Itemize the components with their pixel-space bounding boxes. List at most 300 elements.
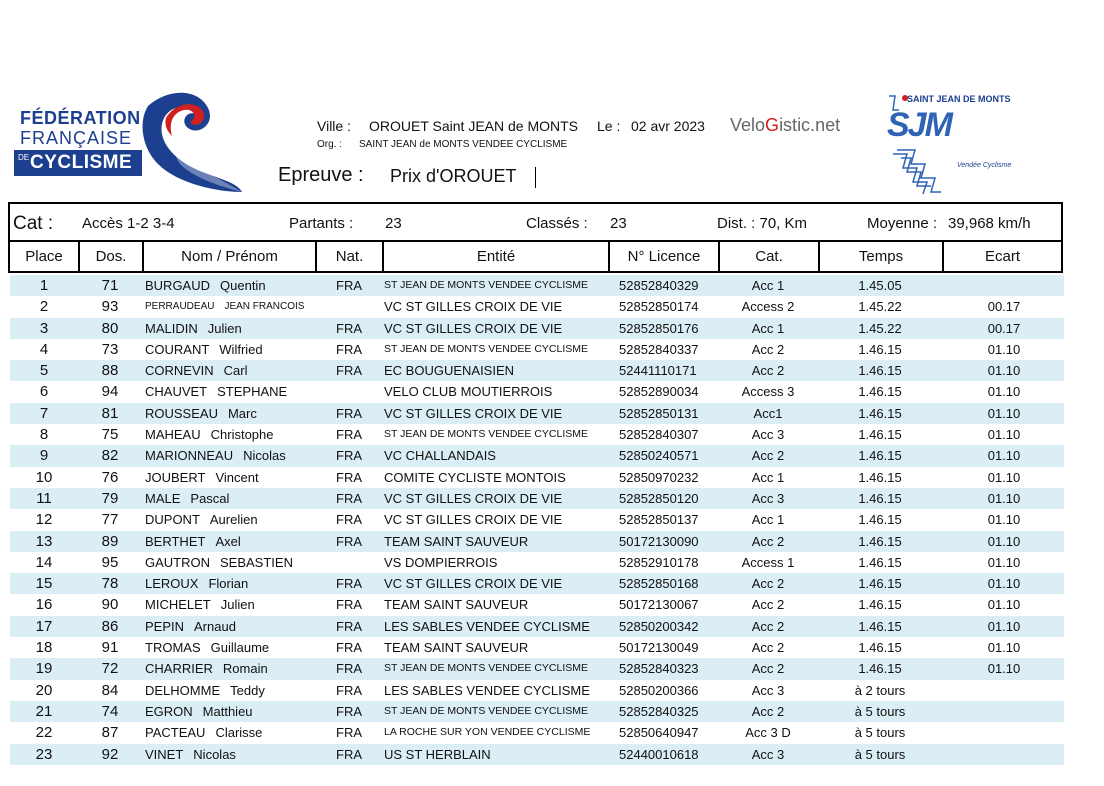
- partants-value: 23: [385, 215, 402, 232]
- ffc-logo: [10, 88, 245, 198]
- cell-nom-last: MICHELET: [145, 597, 211, 613]
- cell-cat: Acc 2: [751, 597, 785, 613]
- cell-licence: 50172130049: [619, 640, 699, 656]
- cell-nom: [145, 552, 293, 573]
- cell-dos: 78: [101, 575, 119, 593]
- cell-nom: [145, 467, 259, 488]
- cell-place: 5: [39, 362, 49, 380]
- cell-nat: FRA: [336, 405, 362, 421]
- cell-temps: 1.46.15: [858, 533, 902, 549]
- cell-temps: 1.45.22: [858, 299, 902, 315]
- cell-place: 10: [35, 468, 53, 486]
- cell-dos: 74: [101, 702, 119, 720]
- cell-nom: [145, 296, 304, 317]
- table-row: [10, 658, 1064, 679]
- cell-temps: à 5 tours: [854, 746, 906, 762]
- cell-cat: Acc 1: [751, 320, 785, 336]
- ville-value: OROUET Saint JEAN de MONTS: [369, 118, 579, 134]
- cell-nom: [145, 722, 262, 743]
- cell-cat: Acc 3: [751, 490, 785, 506]
- table-row: [10, 573, 1064, 594]
- cell-nat: FRA: [336, 703, 362, 719]
- cell-nom-first: SEBASTIEN: [220, 554, 293, 570]
- cell-cat: Acc 3 D: [745, 725, 791, 741]
- cat-label: Cat :: [13, 213, 54, 234]
- cell-entite: VC CHALLANDAIS: [384, 448, 496, 464]
- cell-dos: 79: [101, 489, 119, 507]
- sjm-sub-text: Vendée Cyclisme: [957, 162, 1012, 169]
- cell-place: 9: [39, 447, 49, 465]
- cell-dos: 77: [101, 511, 119, 529]
- cell-ecart: 00.17: [987, 299, 1021, 315]
- cell-licence: 52850200366: [619, 682, 699, 698]
- cell-licence: 52852850131: [619, 405, 699, 421]
- cell-nom-first: Marc: [227, 405, 257, 421]
- cell-place: 20: [35, 681, 53, 699]
- ffc-logo-line3: CYCLISME: [30, 152, 133, 173]
- cell-dos: 71: [101, 277, 119, 294]
- ffc-swoosh-icon: [138, 88, 248, 196]
- cell-cat: Acc 1: [751, 512, 785, 528]
- cell-cat: Acc 2: [751, 533, 785, 549]
- classes-value: 23: [610, 215, 627, 232]
- cell-cat: Access 2: [741, 299, 795, 315]
- cell-licence: 52441110171: [619, 363, 697, 379]
- col-ecart: Ecart: [984, 248, 1020, 265]
- cell-ecart: [944, 680, 1064, 701]
- epreuve-value[interactable]: Prix d'OROUET: [390, 166, 517, 186]
- cell-nom-last: PACTEAU: [145, 725, 206, 741]
- cell-place: 2: [39, 298, 49, 316]
- cell-dos: 91: [101, 639, 119, 657]
- cell-nat: FRA: [336, 490, 362, 506]
- cell-licence: 52850970232: [619, 469, 699, 485]
- cell-dos: 92: [101, 745, 119, 763]
- cell-nat: FRA: [336, 640, 362, 656]
- cell-nom: [145, 488, 229, 509]
- table-row: [10, 531, 1064, 552]
- cell-nom-last: LEROUX: [145, 576, 199, 592]
- cell-temps: 1.46.15: [858, 427, 902, 443]
- cell-entite: LA ROCHE SUR YON VENDEE CYCLISME: [384, 726, 591, 739]
- epreuve-label: Epreuve :: [278, 164, 364, 186]
- cell-ecart: 01.10: [987, 554, 1021, 570]
- cell-nom-last: MALE: [145, 490, 181, 506]
- cell-nom-first: JEAN FRANCOIS: [224, 301, 305, 313]
- cell-nat: FRA: [336, 278, 362, 293]
- velogistic-brand: [730, 115, 840, 136]
- cell-licence: 52852910178: [619, 554, 699, 570]
- cell-licence: 50172130067: [619, 597, 699, 613]
- cell-nom: [145, 403, 257, 424]
- race-info-bar: [8, 202, 1063, 242]
- table-row: [10, 637, 1064, 658]
- cell-ecart: 01.10: [987, 469, 1021, 485]
- cell-nat: [315, 381, 383, 402]
- cell-entite: VC ST GILLES CROIX DE VIE: [384, 299, 563, 315]
- cell-entite: LES SABLES VENDEE CYCLISME: [384, 618, 590, 634]
- cell-nat: FRA: [336, 469, 362, 485]
- cell-nom-first: Pascal: [190, 490, 230, 506]
- cell-nom-first: Nicolas: [243, 448, 286, 464]
- cell-entite: VELO CLUB MOUTIERROIS: [384, 384, 553, 400]
- cell-cat: Acc 3: [751, 746, 785, 762]
- cell-licence: 50172130090: [619, 533, 699, 549]
- cell-temps: 1.45.05: [858, 278, 902, 293]
- cell-temps: à 5 tours: [854, 725, 906, 741]
- ffc-logo-line1: FÉDÉRATION: [20, 108, 141, 128]
- cell-nom-last: CHARRIER: [145, 661, 213, 677]
- cell-nom: [145, 381, 287, 402]
- cell-cat: Acc 2: [751, 618, 785, 634]
- date-value: 02 avr 2023: [631, 118, 705, 134]
- cell-ecart: [944, 275, 1064, 296]
- cell-cat: Acc 2: [751, 448, 785, 464]
- cell-dos: 94: [101, 383, 119, 401]
- cell-nom-last: BURGAUD: [145, 278, 211, 293]
- cell-nom-first: Axel: [215, 533, 241, 549]
- cell-nom-first: Julien: [220, 597, 255, 613]
- cell-nom-last: CORNEVIN: [145, 363, 214, 379]
- cell-temps: 1.46.15: [858, 640, 902, 656]
- cell-licence: 52852840323: [619, 661, 699, 677]
- cell-nat: FRA: [336, 448, 362, 464]
- cell-nom-last: BERTHET: [145, 533, 206, 549]
- cell-temps: 1.46.15: [858, 576, 902, 592]
- cell-nom-first: Nicolas: [193, 746, 236, 762]
- cell-nat: FRA: [336, 746, 362, 762]
- cell-temps: 1.46.15: [858, 469, 902, 485]
- cell-nom-first: Quentin: [220, 278, 266, 293]
- col-licence: N° Licence: [610, 242, 720, 271]
- cell-dos: 84: [101, 681, 119, 699]
- table-row: [10, 403, 1064, 424]
- cell-ecart: [944, 722, 1064, 743]
- cell-nat: FRA: [336, 661, 362, 677]
- cell-ecart: 01.10: [987, 640, 1021, 656]
- cell-nom-first: Arnaud: [194, 618, 236, 634]
- cell-nom: [145, 360, 247, 381]
- table-row: [10, 467, 1064, 488]
- velogistic-g: G: [765, 115, 780, 135]
- table-row: [10, 339, 1064, 360]
- cell-entite: ST JEAN DE MONTS VENDEE CYCLISME: [384, 428, 589, 441]
- cell-licence: 52852840337: [619, 341, 699, 357]
- cell-nom-first: Clarisse: [215, 725, 263, 741]
- cell-ecart: 01.10: [987, 576, 1021, 592]
- cell-dos: 76: [101, 468, 119, 486]
- cell-cat: Acc 2: [751, 661, 785, 677]
- table-row: [10, 381, 1064, 402]
- table-row: [10, 552, 1064, 573]
- cell-nom: [145, 275, 266, 296]
- cell-temps: 1.46.15: [858, 512, 902, 528]
- cell-nom-last: ROUSSEAU: [145, 405, 218, 421]
- cell-cat: Access 1: [741, 554, 795, 570]
- cell-licence: 52852850137: [619, 512, 699, 528]
- cell-place: 14: [35, 553, 53, 571]
- cell-entite: ST JEAN DE MONTS VENDEE CYCLISME: [384, 279, 589, 291]
- cell-nat: FRA: [336, 320, 362, 336]
- table-row: [10, 722, 1064, 743]
- cell-cat: Acc1: [753, 405, 783, 421]
- cell-entite: VC ST GILLES CROIX DE VIE: [384, 320, 563, 336]
- cell-nom: [145, 637, 269, 658]
- cell-nom-last: MARIONNEAU: [145, 448, 234, 464]
- cell-nom-first: Florian: [208, 576, 249, 592]
- cell-licence: 52852840329: [619, 278, 699, 293]
- cell-temps: 1.45.22: [858, 320, 902, 336]
- cell-nom: [145, 445, 286, 466]
- results-header: [8, 242, 1063, 273]
- table-row: [10, 488, 1064, 509]
- cell-nat: FRA: [336, 427, 362, 443]
- col-nat: Nat.: [317, 242, 384, 271]
- cell-licence: 52852890034: [619, 384, 699, 400]
- cell-nom: [145, 573, 248, 594]
- sjm-top-text: SAINT JEAN DE MONTS: [907, 94, 1011, 104]
- cell-cat: Access 3: [741, 384, 795, 400]
- cell-nom-first: Julien: [207, 320, 242, 336]
- cell-nom-last: GAUTRON: [145, 554, 210, 570]
- table-row: [10, 744, 1064, 765]
- cell-dos: 89: [101, 532, 119, 550]
- col-dos: Dos.: [80, 242, 144, 271]
- sjm-big-text: SJM: [887, 106, 951, 144]
- cell-nom-last: PEPIN: [145, 618, 185, 634]
- ville-label: Ville :: [317, 118, 351, 134]
- cell-nom: [145, 701, 253, 722]
- cell-ecart: 01.10: [987, 341, 1021, 357]
- cell-nom-last: PERRAUDEAU: [145, 301, 215, 313]
- cell-nat: FRA: [336, 363, 362, 379]
- cell-dos: 81: [101, 404, 119, 422]
- cell-dos: 80: [101, 319, 119, 337]
- table-row: [10, 318, 1064, 339]
- cell-temps: 1.46.15: [858, 661, 902, 677]
- table-row: [10, 445, 1064, 466]
- cell-licence: 52852850176: [619, 320, 699, 336]
- table-row: [10, 360, 1064, 381]
- cell-ecart: 01.10: [987, 363, 1021, 379]
- cell-nom-first: Teddy: [230, 682, 265, 698]
- cell-dos: 93: [101, 298, 119, 316]
- cell-ecart: 01.10: [987, 597, 1021, 613]
- table-row: [10, 701, 1064, 722]
- cell-nom-last: EGRON: [145, 703, 193, 719]
- cell-licence: 52852840307: [619, 427, 699, 443]
- col-temps: Temps: [820, 242, 944, 271]
- cell-ecart: 01.10: [987, 448, 1021, 464]
- cell-cat: Acc 2: [751, 640, 785, 656]
- cell-dos: 87: [101, 724, 119, 742]
- cell-dos: 88: [101, 362, 119, 380]
- cell-nom: [145, 616, 236, 637]
- cell-cat: Acc 2: [751, 576, 785, 592]
- cell-cat: Acc 2: [751, 341, 785, 357]
- cell-nom: [145, 658, 268, 679]
- cell-nom: [145, 339, 263, 360]
- table-row: [10, 594, 1064, 615]
- cell-place: 19: [35, 660, 53, 678]
- cell-dos: 75: [101, 426, 119, 444]
- cell-licence: 52850640947: [619, 725, 699, 741]
- cell-temps: 1.46.15: [858, 341, 902, 357]
- cell-entite: COMITE CYCLISTE MONTOIS: [384, 469, 566, 485]
- col-place: Place: [10, 242, 80, 271]
- moyenne-value: 39,968 km/h: [948, 215, 1031, 232]
- cell-ecart: 01.10: [987, 618, 1021, 634]
- cell-nom-first: Guillaume: [210, 640, 270, 656]
- cell-entite: TEAM SAINT SAUVEUR: [384, 640, 529, 656]
- cell-place: 1: [39, 277, 49, 294]
- table-row: [10, 424, 1064, 445]
- cell-cat: Acc 1: [751, 469, 785, 485]
- cell-entite: ST JEAN DE MONTS VENDEE CYCLISME: [384, 704, 589, 717]
- partants-label: Partants :: [289, 215, 354, 232]
- cell-nom-last: TROMAS: [145, 640, 201, 656]
- cell-entite: ST JEAN DE MONTS VENDEE CYCLISME: [384, 662, 589, 675]
- cell-dos: 72: [101, 660, 119, 678]
- cell-temps: 1.46.15: [858, 384, 902, 400]
- cell-nom-first: Aurelien: [209, 512, 258, 528]
- cell-ecart: [944, 744, 1064, 765]
- col-cat: Cat.: [720, 242, 820, 271]
- cell-nom: [145, 680, 265, 701]
- cell-entite: VC ST GILLES CROIX DE VIE: [384, 576, 563, 592]
- cell-nat: FRA: [336, 682, 362, 698]
- cell-ecart: [944, 701, 1064, 722]
- cell-nat: FRA: [336, 618, 362, 634]
- cell-entite: US ST HERBLAIN: [384, 746, 491, 762]
- cell-temps: 1.46.15: [858, 490, 902, 506]
- cell-nom-first: Matthieu: [202, 703, 253, 719]
- table-row: [10, 680, 1064, 701]
- table-row: [10, 616, 1064, 637]
- sjm-logo: [885, 92, 1025, 197]
- ffc-logo-line2: FRANÇAISE: [20, 128, 133, 148]
- cell-nom-last: CHAUVET: [145, 384, 208, 400]
- cell-entite: ST JEAN DE MONTS VENDEE CYCLISME: [384, 342, 589, 355]
- cell-licence: 52850200342: [619, 618, 699, 634]
- velogistic-pre: Velo: [730, 115, 766, 135]
- cell-nat: FRA: [336, 512, 362, 528]
- org-value: SAINT JEAN de MONTS VENDEE CYCLISME: [359, 139, 568, 150]
- table-row: [10, 509, 1064, 530]
- cell-entite: EC BOUGUENAISIEN: [384, 363, 515, 379]
- cell-cat: Acc 1: [751, 278, 785, 293]
- cell-nom-last: DUPONT: [145, 512, 200, 528]
- cell-licence: 52850240571: [619, 448, 699, 464]
- cell-licence: 52852850120: [619, 490, 699, 506]
- cell-temps: à 2 tours: [854, 682, 906, 698]
- cell-nom: [145, 744, 236, 765]
- cell-place: 7: [39, 404, 49, 422]
- cell-entite: TEAM SAINT SAUVEUR: [384, 533, 529, 549]
- cell-nat: [315, 552, 383, 573]
- cell-nat: [315, 296, 383, 317]
- cell-dos: 95: [101, 553, 119, 571]
- cell-place: 6: [39, 383, 49, 401]
- cell-licence: 52852840325: [619, 703, 699, 719]
- cell-entite: TEAM SAINT SAUVEUR: [384, 597, 529, 613]
- cell-nom: [145, 531, 241, 552]
- cell-ecart: 01.10: [987, 490, 1021, 506]
- table-row: [10, 275, 1064, 296]
- cell-entite: VC ST GILLES CROIX DE VIE: [384, 512, 563, 528]
- date-label: Le :: [597, 118, 621, 134]
- col-nom: Nom / Prénom: [144, 242, 317, 271]
- velogistic-post: istic.net: [779, 115, 841, 135]
- cell-ecart: 01.10: [987, 533, 1021, 549]
- cell-cat: Acc 2: [751, 703, 785, 719]
- text-cursor: [535, 167, 536, 188]
- ffc-logo-de: DE: [18, 153, 30, 162]
- cell-place: 23: [35, 745, 53, 763]
- cell-entite: VS DOMPIERROIS: [384, 554, 498, 570]
- cell-nom-last: MAHEAU: [145, 427, 201, 443]
- cell-place: 12: [35, 511, 53, 529]
- cell-place: 22: [35, 724, 53, 742]
- cell-nom-first: Vincent: [215, 469, 259, 485]
- cell-entite: VC ST GILLES CROIX DE VIE: [384, 490, 563, 506]
- cell-ecart: 01.10: [987, 512, 1021, 528]
- cell-nat: FRA: [336, 533, 362, 549]
- cell-ecart: 01.10: [987, 384, 1021, 400]
- cell-licence: 52440010618: [619, 746, 699, 762]
- cell-licence: 52852850168: [619, 576, 699, 592]
- cell-entite: VC ST GILLES CROIX DE VIE: [384, 405, 563, 421]
- cell-nom-last: VINET: [145, 746, 184, 762]
- cell-dos: 90: [101, 596, 119, 614]
- cell-nom-last: JOUBERT: [145, 469, 206, 485]
- cell-nom-last: MALIDIN: [145, 320, 198, 336]
- moyenne-label: Moyenne :: [867, 215, 938, 232]
- cell-nat: FRA: [336, 576, 362, 592]
- cell-temps: 1.46.15: [858, 554, 902, 570]
- cell-temps: 1.46.15: [858, 597, 902, 613]
- classes-label: Classés :: [526, 215, 588, 232]
- col-entite: Entité: [384, 242, 610, 271]
- cell-temps: 1.46.15: [858, 363, 902, 379]
- cell-place: 4: [39, 340, 49, 358]
- cell-dos: 73: [101, 340, 119, 358]
- cell-temps: à 5 tours: [854, 703, 906, 719]
- cell-dos: 86: [101, 617, 119, 635]
- distance: Dist. : 70, Km: [717, 215, 808, 232]
- results-table: [10, 275, 1064, 765]
- org-label: Org. :: [317, 139, 343, 150]
- cell-nom-first: STEPHANE: [217, 384, 288, 400]
- cell-place: 16: [35, 596, 53, 614]
- cell-ecart: 01.10: [987, 427, 1021, 443]
- cell-place: 3: [39, 319, 49, 337]
- cat-value: Accès 1-2 3-4: [82, 215, 175, 232]
- cell-entite: LES SABLES VENDEE CYCLISME: [384, 682, 590, 698]
- cell-place: 15: [35, 575, 53, 593]
- cell-nom-first: Carl: [223, 363, 248, 379]
- cell-nat: FRA: [336, 725, 362, 741]
- cell-cat: Acc 3: [751, 427, 785, 443]
- cell-nom: [145, 594, 255, 615]
- cell-nom-first: Wilfried: [219, 341, 263, 357]
- cell-nom: [145, 318, 242, 339]
- cell-temps: 1.46.15: [858, 448, 902, 464]
- cell-nat: FRA: [336, 597, 362, 613]
- cell-temps: 1.46.15: [858, 618, 902, 634]
- cell-nom-first: Romain: [222, 661, 268, 677]
- cell-place: 17: [35, 617, 53, 635]
